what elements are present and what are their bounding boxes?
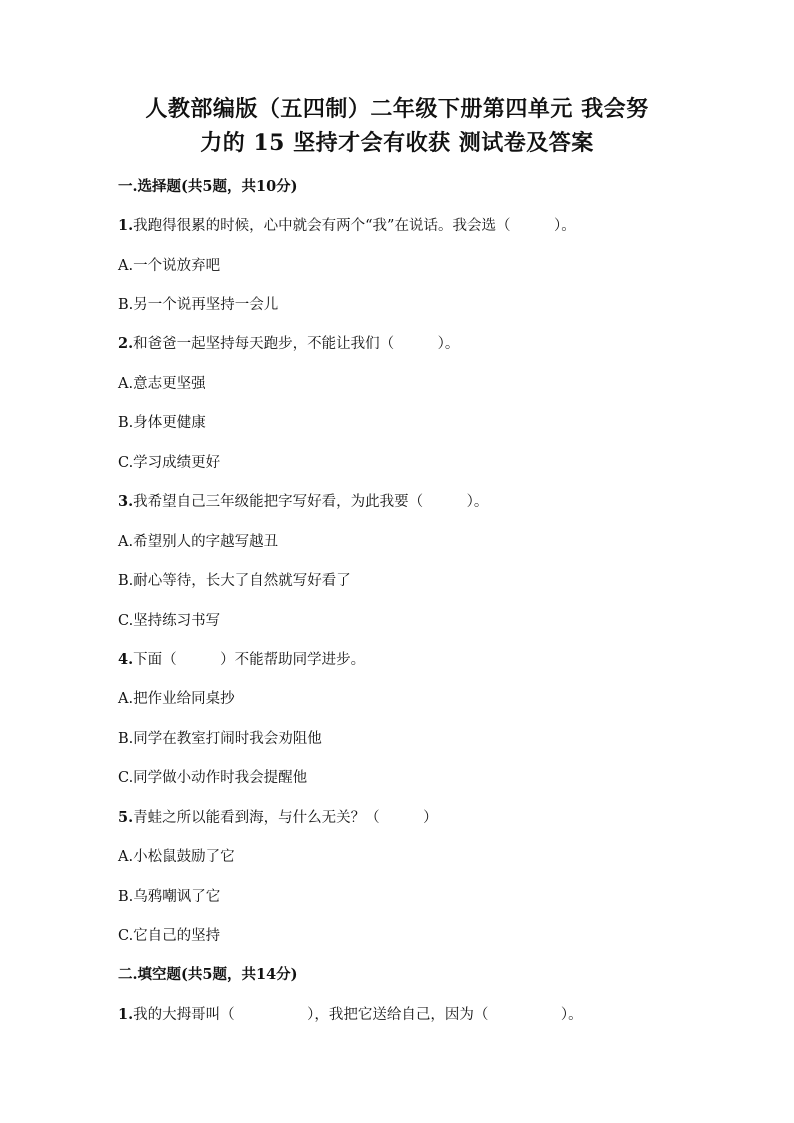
question-text: 我希望自己三年级能把字写好看，为此我要（ ）。 [133,494,489,510]
document-title [0,92,794,160]
question-item [118,809,438,827]
option-item: A.小松鼠鼓励了它 [118,849,235,865]
question-item [118,651,365,669]
question-item [118,335,459,353]
question-number: 4. [118,651,134,668]
option-item: A.意志更坚强 [118,376,206,392]
question-item [118,493,488,511]
option-item: B.另一个说再坚持一会儿 [118,297,279,313]
question-text: 我的大拇哥叫（ ），我把它送给自己，因为（ ）。 [133,1007,583,1023]
option-item: C.坚持练习书写 [118,613,221,629]
question-text: 下面（ ）不能帮助同学进步。 [133,652,366,668]
question-item [118,217,576,235]
question-text: 和爸爸一起坚持每天跑步，不能让我们（ ）。 [133,336,460,352]
option-item: B.乌鸦嘲讽了它 [118,889,221,905]
option-item: A.一个说放弃吧 [118,258,221,274]
title-line-2: 力的 15 坚持才会有收获 测试卷及答案 [200,130,594,156]
section-heading-choice: 一.选择题(共5题，共10分) [118,178,298,195]
option-item: A.把作业给同桌抄 [118,691,235,707]
section-heading-fill: 二.填空题(共5题，共14分) [118,966,298,983]
question-text: 青蛙之所以能看到海，与什么无关？（ ） [133,810,438,826]
question-number: 3. [118,493,134,510]
question-item [118,1006,583,1024]
option-item: B.身体更健康 [118,415,206,431]
option-item: C.同学做小动作时我会提醒他 [118,770,308,786]
question-text: 我跑得很累的时候，心中就会有两个“我”在说话。我会选（ ）。 [133,218,576,234]
option-item: C.学习成绩更好 [118,455,221,471]
question-number: 2. [118,335,134,352]
option-item: A.希望别人的字越写越丑 [118,534,279,550]
option-item: B.耐心等待，长大了自然就写好看了 [118,573,351,589]
option-item: C.它自己的坚持 [118,928,221,944]
title-line-1: 人教部编版（五四制）二年级下册第四单元 我会努 [145,96,649,122]
question-number: 1. [118,217,134,234]
option-item: B.同学在教室打闹时我会劝阻他 [118,731,322,747]
question-number: 1. [118,1006,134,1023]
question-number: 5. [118,809,134,826]
